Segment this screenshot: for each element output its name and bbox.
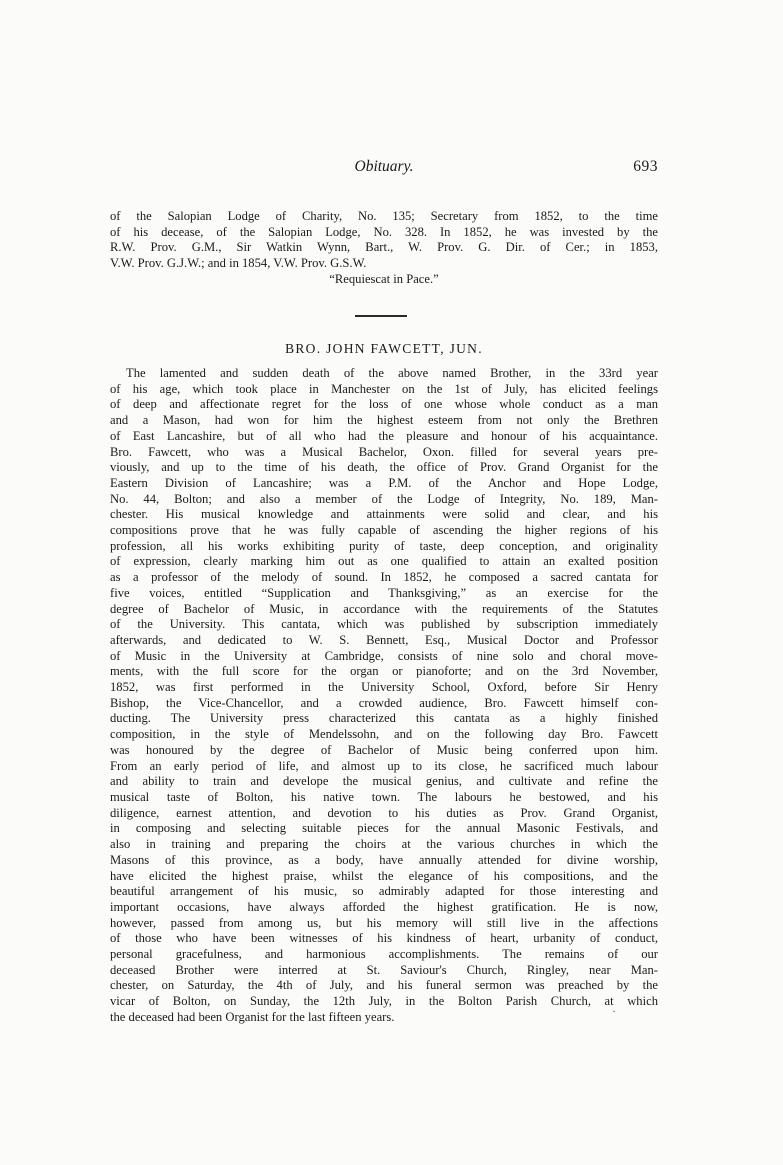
- text-line: of deep and affectionate regret for the loss of one whose whole conduct as a man: [110, 397, 658, 412]
- text-line: chester. His musical knowledge and attainments were solid and clear, and his: [110, 507, 658, 522]
- text-line: of those who have been witnesses of his kindness of heart, urbanity of conduct,: [110, 931, 658, 946]
- text-line: also in training and preparing the choirs at the various churches in which the: [110, 837, 658, 852]
- text-line: 1852, was first performed in the University School, Oxford, before Sir Henry: [110, 680, 658, 695]
- text-line: ments, with the full score for the organ or pianoforte; and on the 3rd November,: [110, 664, 658, 679]
- text-line: however, passed from among us, but his memory will still live in the affections: [110, 915, 658, 930]
- text-line: musical taste of Bolton, his native town. The labours he bestowed, and his: [110, 789, 658, 804]
- text-line: degree of Bachelor of Music, in accordance with the requirements of the Statutes: [110, 601, 658, 616]
- text-line: Eastern Division of Lancashire; was a P.M. of the Anchor and Hope Lodge,: [110, 475, 658, 490]
- text-line: chester, on Saturday, the 4th of July, and his funeral sermon was preached by the: [110, 978, 658, 993]
- text-line: No. 44, Bolton; and also a member of the Lodge of Integrity, No. 189, Man-: [110, 491, 658, 506]
- text-line: Masons of this province, as a body, have annually attended for divine worship,: [110, 852, 658, 867]
- continuation-paragraph: [110, 209, 658, 272]
- text-line: R.W. Prov. G.M., Sir Watkin Wynn, Bart., W. Prov. G. Dir. of Cer.; in 1853,: [110, 240, 658, 255]
- text-line: of the University. This cantata, which was published by subscription immediately: [110, 617, 658, 632]
- text-line: five voices, entitled “Supplication and Thanksgiving,” as an exercise for the: [110, 585, 658, 600]
- page-number: 693: [633, 158, 658, 175]
- text-line: composition, in the style of Mendelssohn, and on the following day Bro. Fawcett: [110, 727, 658, 742]
- text-line: of his decease, of the Salopian Lodge, No. 328. In 1852, he was invested by the: [110, 224, 658, 239]
- text-line: of expression, clearly marking him out as one qualified to attain an exalted position: [110, 554, 658, 569]
- text-line: of the Salopian Lodge of Charity, No. 135; Secretary from 1852, to the time: [110, 209, 658, 223]
- text-line: From an early period of life, and almost up to its close, he sacrificed much labour: [110, 758, 658, 773]
- text-line: as a professor of the melody of sound. In 1852, he composed a sacred cantata for: [110, 570, 658, 585]
- text-line: in composing and selecting suitable pieces for the annual Masonic Festivals, and: [110, 821, 658, 836]
- text-line: afterwards, and dedicated to W. S. Bennett, Esq., Musical Doctor and Professor: [110, 632, 658, 647]
- text-line: was honoured by the degree of Bachelor of Music being conferred upon him.: [110, 742, 658, 757]
- text-line: Bishop, the Vice-Chancellor, and a crowded audience, Bro. Fawcett himself con-: [110, 695, 658, 710]
- text-line: and ability to train and develope the musical genius, and cultivate and refine the: [110, 774, 658, 789]
- text-line: Bro. Fawcett, who was a Musical Bachelor, Oxon. filled for several years pre-: [110, 444, 658, 459]
- text-line: The lamented and sudden death of the above named Brother, in the 33rd year: [126, 366, 658, 380]
- text-line: viously, and up to the time of his death, the office of Prov. Grand Organist for the: [110, 460, 658, 475]
- text-line: compositions prove that he was fully capable of ascending the higher regions of his: [110, 523, 658, 538]
- text-line: vicar of Bolton, on Sunday, the 12th July, in the Bolton Parish Church, at which: [110, 994, 658, 1009]
- text-line: personal gracefulness, and harmonious accomplishments. The remains of our: [110, 947, 658, 962]
- section-divider: [355, 315, 407, 317]
- text-line: important occasions, have always afforded the highest gratification. He is now,: [110, 899, 658, 914]
- obituary-body: [110, 366, 658, 1026]
- text-line: have elicited the highest praise, whilst the elegance of his compositions, and the: [110, 868, 658, 883]
- margin-mark: ·: [612, 1004, 616, 1018]
- text-line: of East Lancashire, but of all who had the pleasure and honour of his acquaintance.: [110, 428, 658, 443]
- text-line: of Music in the University at Cambridge, consists of nine solo and choral move-: [110, 648, 658, 663]
- requiescat-quote: “Requiescat in Pace.”: [329, 272, 439, 286]
- text-line: diligence, earnest attention, and devotion to his duties as Prov. Grand Organist,: [110, 805, 658, 820]
- text-line: of his age, which took place in Manchester on the 1st of July, has elicited feelings: [110, 381, 658, 396]
- page-header: [110, 158, 658, 184]
- text-line: ducting. The University press characterized this cantata as a highly finished: [110, 711, 658, 726]
- running-title: Obituary.: [354, 158, 414, 175]
- text-line: profession, all his works exhibiting purity of taste, deep conception, and originality: [110, 538, 658, 553]
- text-line: the deceased had been Organist for the last fifteen years.: [110, 1009, 395, 1024]
- text-line: and a Mason, had won for him the highest esteem from not only the Brethren: [110, 413, 658, 428]
- text-line: V.W. Prov. G.J.W.; and in 1854, V.W. Prov. G.S.W.: [110, 256, 367, 271]
- text-line: beautiful arrangement of his music, so admirably adapted for those interesting and: [110, 884, 658, 899]
- obituary-heading: BRO. JOHN FAWCETT, JUN.: [285, 341, 483, 356]
- text-line: deceased Brother were interred at St. Saviour's Church, Ringley, near Man-: [110, 962, 658, 977]
